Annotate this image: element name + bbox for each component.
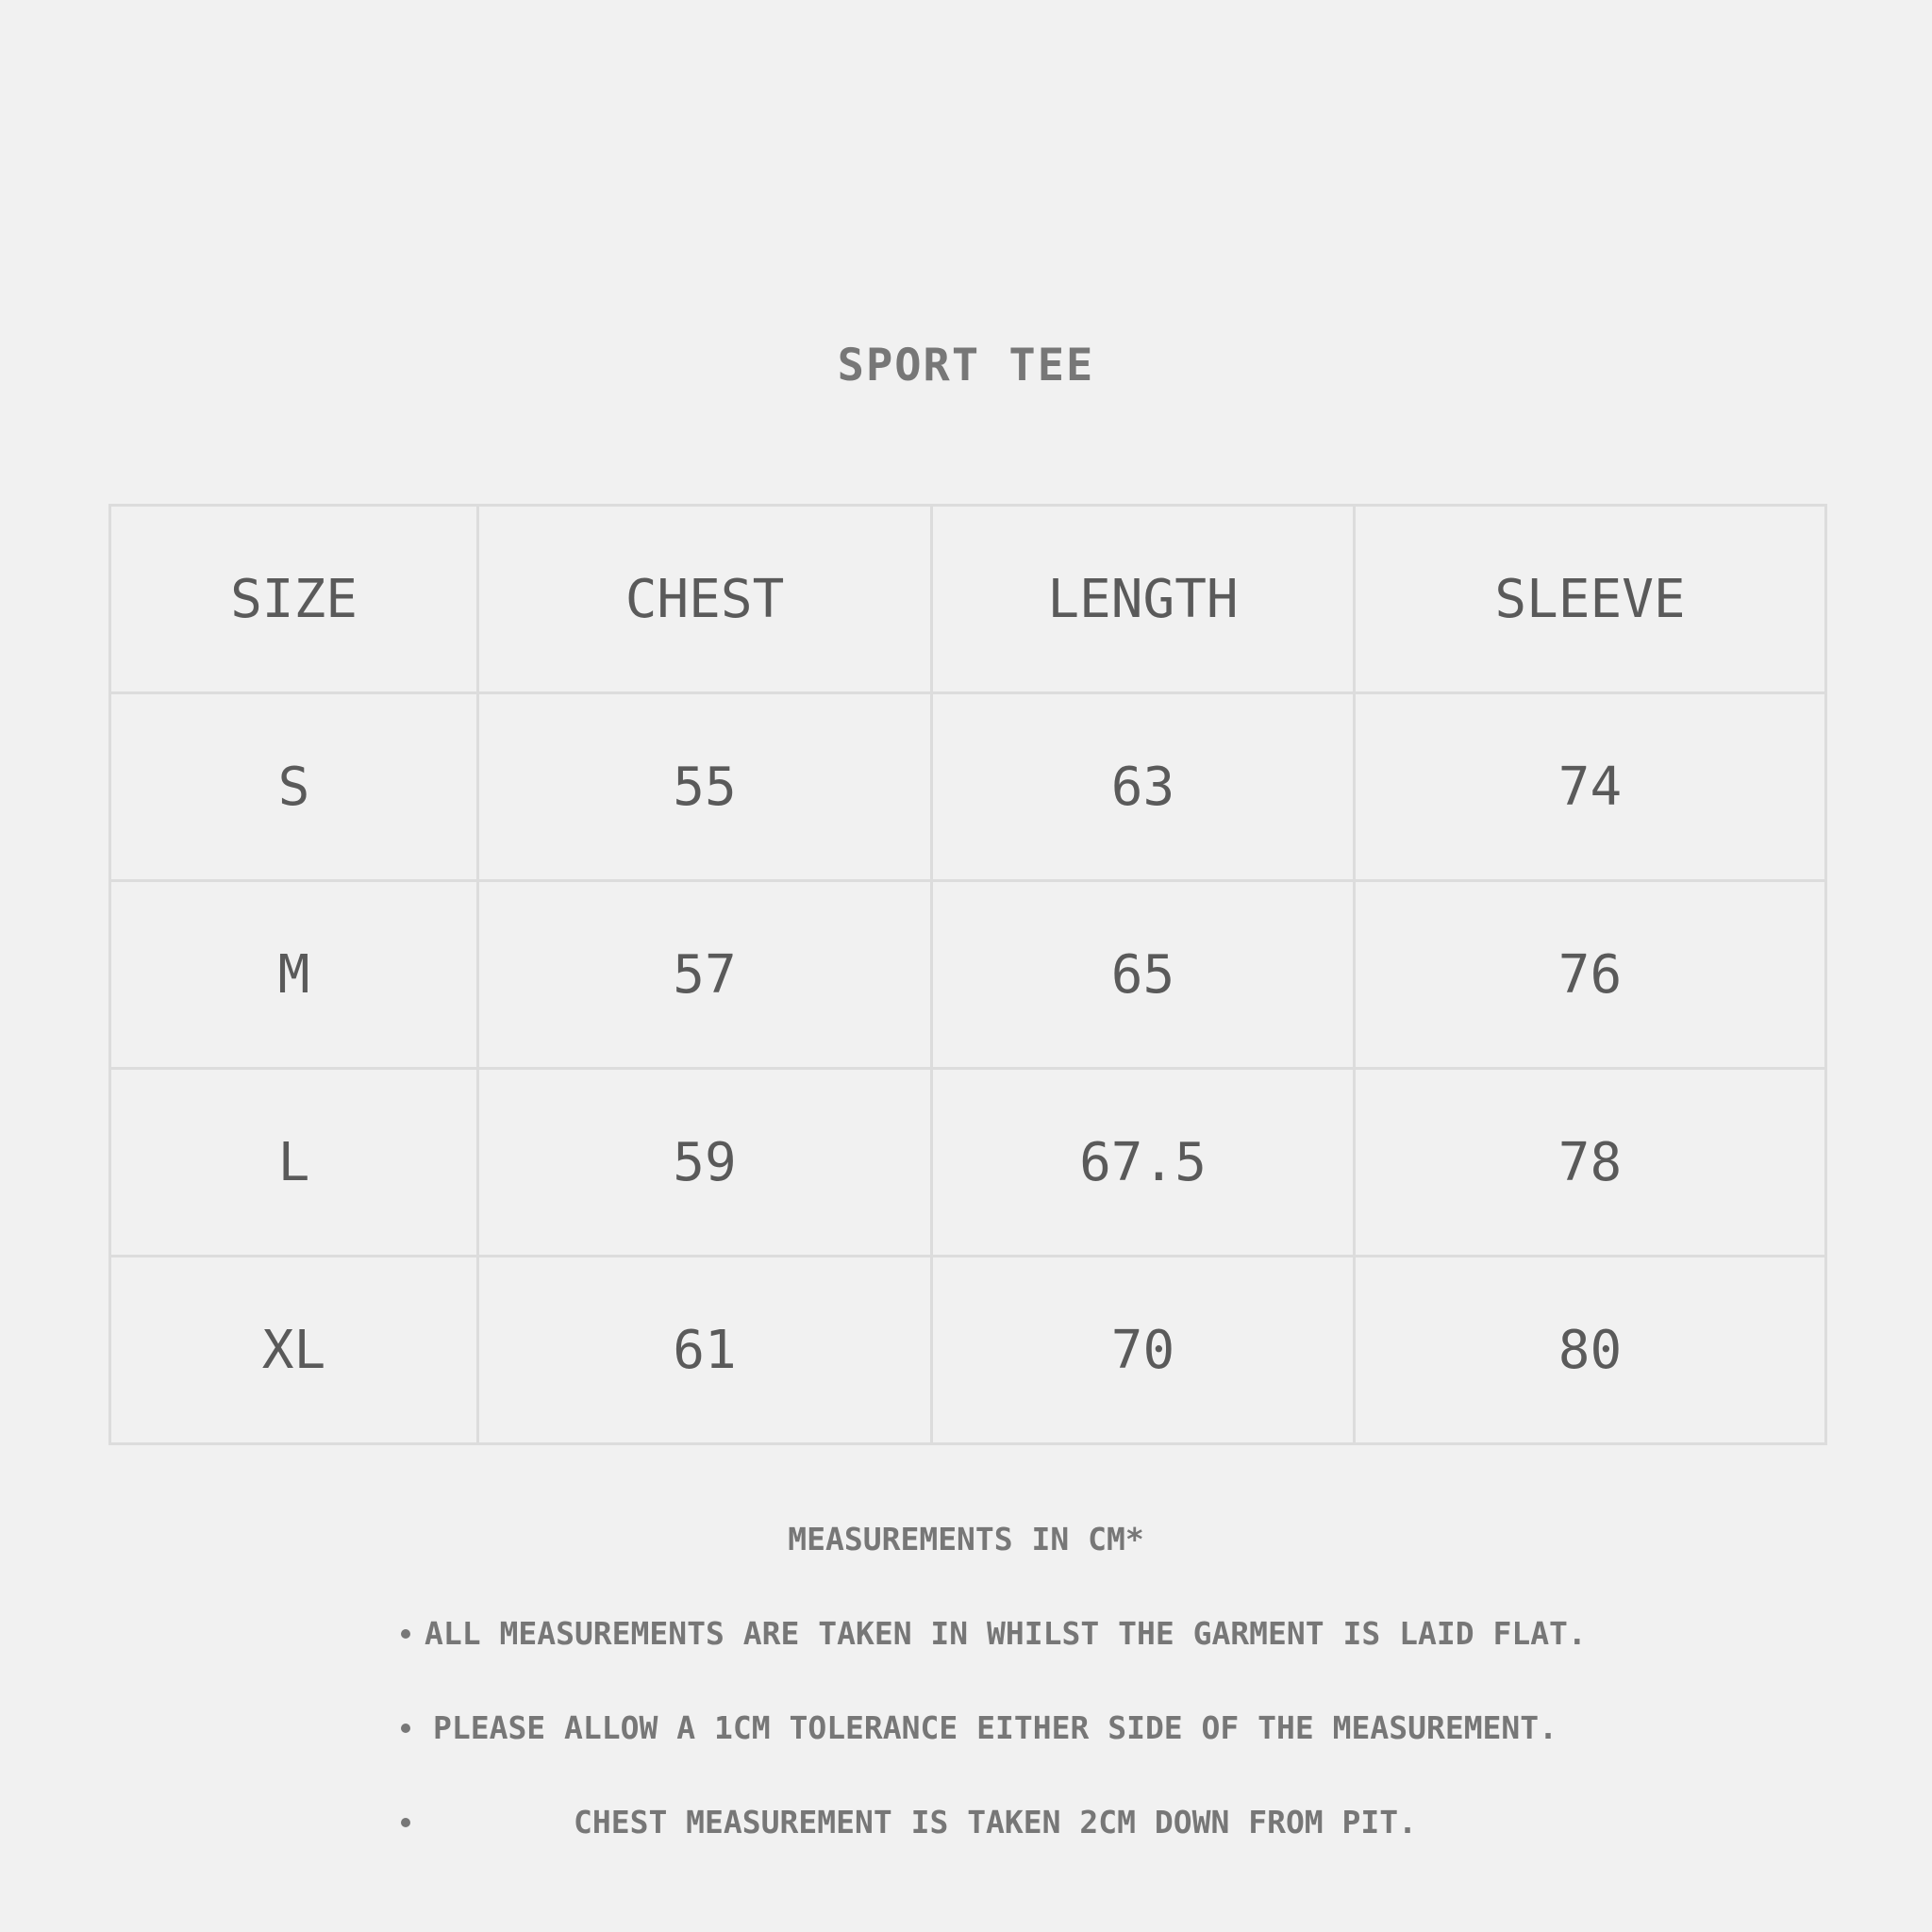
- size-cell: M: [110, 881, 478, 1069]
- sleeve-cell: 74: [1355, 693, 1826, 881]
- header-chest: CHEST: [478, 506, 932, 693]
- note-text: CHEST MEASUREMENT IS TAKEN 2CM DOWN FROM PIT.: [573, 1804, 1418, 1840]
- chest-cell: 61: [478, 1257, 932, 1444]
- sleeve-cell: 78: [1355, 1069, 1826, 1257]
- length-cell: 67.5: [932, 1069, 1355, 1257]
- length-cell: 65: [932, 881, 1355, 1069]
- sleeve-cell: 80: [1355, 1257, 1826, 1444]
- size-cell: S: [110, 693, 478, 881]
- note-text: PLEASE ALLOW A 1CM TOLERANCE EITHER SIDE OF THE MEASUREMENT.: [432, 1709, 1558, 1746]
- page-title: SPORT TEE: [837, 340, 1095, 391]
- size-chart-table: [108, 504, 1827, 1445]
- chest-cell: 57: [478, 881, 932, 1069]
- note-item: [396, 1804, 1566, 1845]
- header-sleeve: SLEEVE: [1355, 506, 1826, 693]
- note-item: [396, 1615, 1587, 1657]
- unit-note: MEASUREMENTS IN CM*: [788, 1521, 1144, 1557]
- table-row: [110, 881, 1826, 1069]
- header-length: LENGTH: [932, 506, 1355, 693]
- note-text: ALL MEASUREMENTS ARE TAKEN IN WHILST THE GARMENT IS LAID FLAT.: [425, 1615, 1587, 1652]
- table-row: [110, 693, 1826, 881]
- bullet-icon: [401, 1818, 410, 1827]
- size-cell: XL: [110, 1257, 478, 1444]
- header-size: SIZE: [110, 506, 478, 693]
- sleeve-cell: 76: [1355, 881, 1826, 1069]
- note-item: [396, 1709, 1566, 1751]
- chest-cell: 55: [478, 693, 932, 881]
- table-row: [110, 1069, 1826, 1257]
- bullet-icon: [401, 1724, 410, 1733]
- table-header-row: [110, 506, 1826, 693]
- chest-cell: 59: [478, 1069, 932, 1257]
- length-cell: 63: [932, 693, 1355, 881]
- length-cell: 70: [932, 1257, 1355, 1444]
- bullet-icon: [401, 1629, 410, 1639]
- table-row: [110, 1257, 1826, 1444]
- size-cell: L: [110, 1069, 478, 1257]
